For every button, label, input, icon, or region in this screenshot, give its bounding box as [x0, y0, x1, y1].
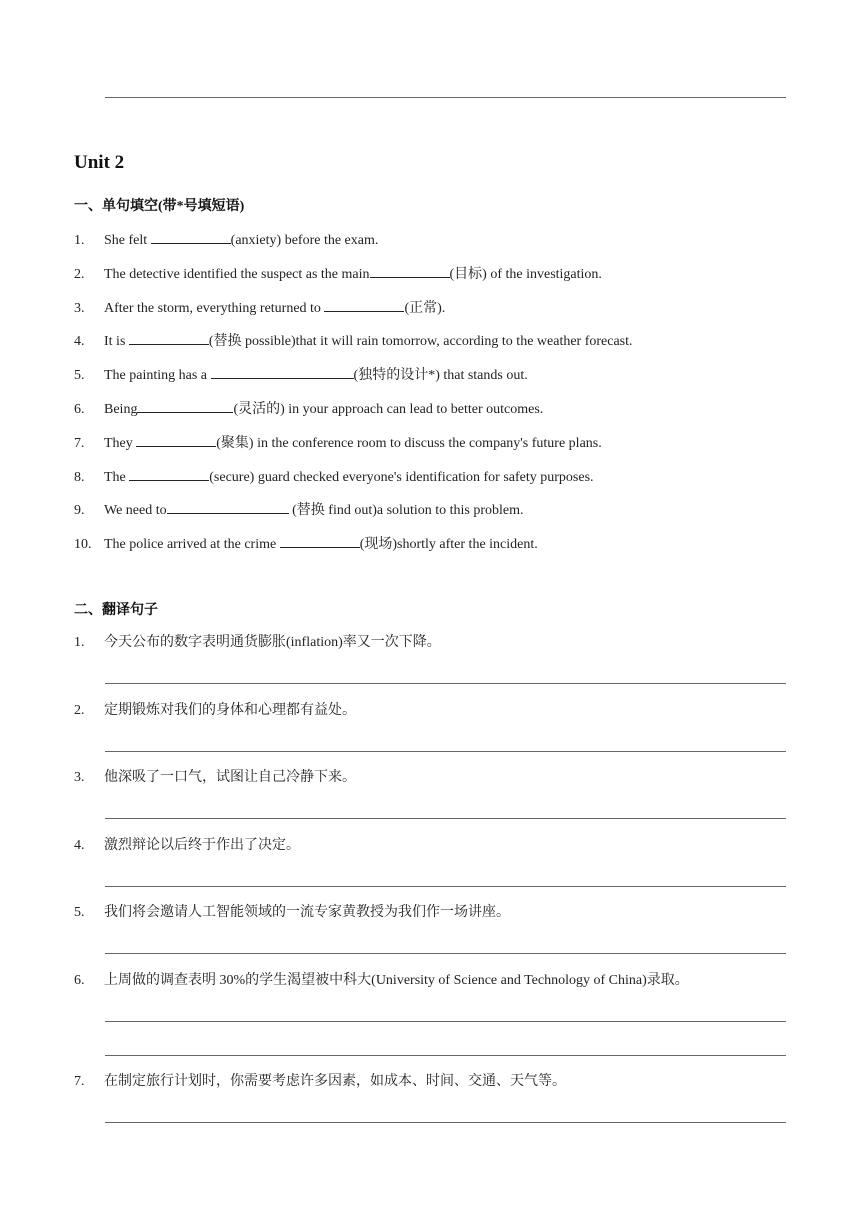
answer-line [105, 1055, 786, 1056]
item-text-before: Being [104, 402, 138, 417]
item-text-after: (替换 find out)a solution to this problem. [288, 503, 524, 518]
blank-line[interactable] [129, 466, 209, 481]
fill-item [74, 297, 794, 318]
blank-line[interactable] [280, 533, 360, 548]
blank-line[interactable] [151, 229, 231, 244]
blank-line[interactable] [370, 263, 450, 278]
translate-item [74, 702, 794, 720]
fill-item [74, 432, 794, 453]
blank-line[interactable] [136, 432, 216, 447]
answer-line [105, 953, 786, 954]
answer-line [105, 97, 786, 98]
item-text-before: The painting has a [104, 368, 211, 383]
section-heading-translate: 二、翻译句子 [74, 603, 158, 618]
item-text-before: The [104, 470, 130, 485]
item-text-before: It is [104, 334, 129, 349]
item-text: 定期锻炼对我们的身体和心理都有益处。 [104, 703, 356, 718]
item-text-after: (独特的设计*) that stands out. [353, 368, 528, 383]
fill-item [74, 398, 794, 419]
blank-line[interactable] [137, 398, 233, 413]
item-text: 在制定旅行计划时，你需要考虑许多因素，如成本、时间、交通、天气等。 [104, 1074, 566, 1089]
item-text-after: (聚集) in the conference room to discuss the company's future plans. [216, 436, 602, 451]
translate-item [74, 904, 794, 922]
translate-item [74, 972, 794, 990]
item-text-after: (现场)shortly after the incident. [359, 537, 538, 552]
item-number: 7. [74, 1074, 85, 1089]
item-text-before: We need to [104, 503, 167, 518]
blank-line[interactable] [211, 364, 354, 379]
item-text: 我们将会邀请人工智能领域的一流专家黄教授为我们作一场讲座。 [104, 905, 510, 920]
fill-item [74, 263, 794, 284]
answer-line [105, 1122, 786, 1123]
item-number: 7. [74, 436, 85, 451]
item-text-after: (anxiety) before the exam. [230, 233, 379, 248]
blank-line[interactable] [167, 499, 289, 514]
item-number: 9. [74, 503, 85, 518]
translate-item [74, 837, 794, 855]
answer-line [105, 1021, 786, 1022]
item-number: 4. [74, 838, 85, 853]
fill-item [74, 229, 794, 250]
answer-line [105, 751, 786, 752]
translate-item [74, 1073, 794, 1091]
item-text-before: She felt [104, 233, 151, 248]
item-number: 10. [74, 537, 92, 552]
item-number: 6. [74, 973, 85, 988]
item-text-before: They [104, 436, 137, 451]
item-number: 3. [74, 770, 85, 785]
item-text: 他深吸了一口气，试图让自己冷静下来。 [104, 770, 356, 785]
item-text: 上周做的调查表明 30%的学生渴望被中科大(University of Science and Technology of China)录取。 [104, 973, 689, 988]
item-text-before: The police arrived at the crime [104, 537, 280, 552]
fill-item [74, 533, 794, 554]
unit-title: Unit 2 [74, 152, 125, 173]
translate-item [74, 769, 794, 787]
item-text-before: The detective identified the suspect as the main [104, 267, 370, 282]
blank-line[interactable] [129, 330, 209, 345]
item-number: 1. [74, 635, 85, 650]
item-text-after: (正常). [404, 301, 446, 316]
fill-item [74, 499, 794, 520]
item-text: 激烈辩论以后终于作出了决定。 [104, 838, 300, 853]
answer-line [105, 818, 786, 819]
item-text-before: After the storm, everything returned to [104, 301, 325, 316]
item-number: 8. [74, 470, 85, 485]
item-number: 2. [74, 267, 85, 282]
item-number: 2. [74, 703, 85, 718]
item-text-after: (灵活的) in your approach can lead to better outcomes. [233, 402, 544, 417]
item-number: 5. [74, 905, 85, 920]
item-number: 1. [74, 233, 85, 248]
item-number: 5. [74, 368, 85, 383]
fill-item [74, 364, 794, 385]
item-number: 3. [74, 301, 85, 316]
fill-item [74, 466, 794, 487]
translate-item [74, 634, 794, 652]
item-text: 今天公布的数字表明通货膨胀(inflation)率又一次下降。 [104, 635, 441, 650]
section-heading-fill-in: 一、单句填空(带*号填短语) [74, 199, 245, 214]
item-text-after: (secure) guard checked everyone's identification for safety purposes. [209, 470, 594, 485]
item-number: 6. [74, 402, 85, 417]
fill-item [74, 330, 794, 351]
answer-line [105, 683, 786, 684]
blank-line[interactable] [324, 297, 404, 312]
answer-line [105, 886, 786, 887]
item-text-after: (替换 possible)that it will rain tomorrow, according to the weather forecast. [208, 334, 633, 349]
item-number: 4. [74, 334, 85, 349]
item-text-after: (目标) of the investigation. [449, 267, 602, 282]
